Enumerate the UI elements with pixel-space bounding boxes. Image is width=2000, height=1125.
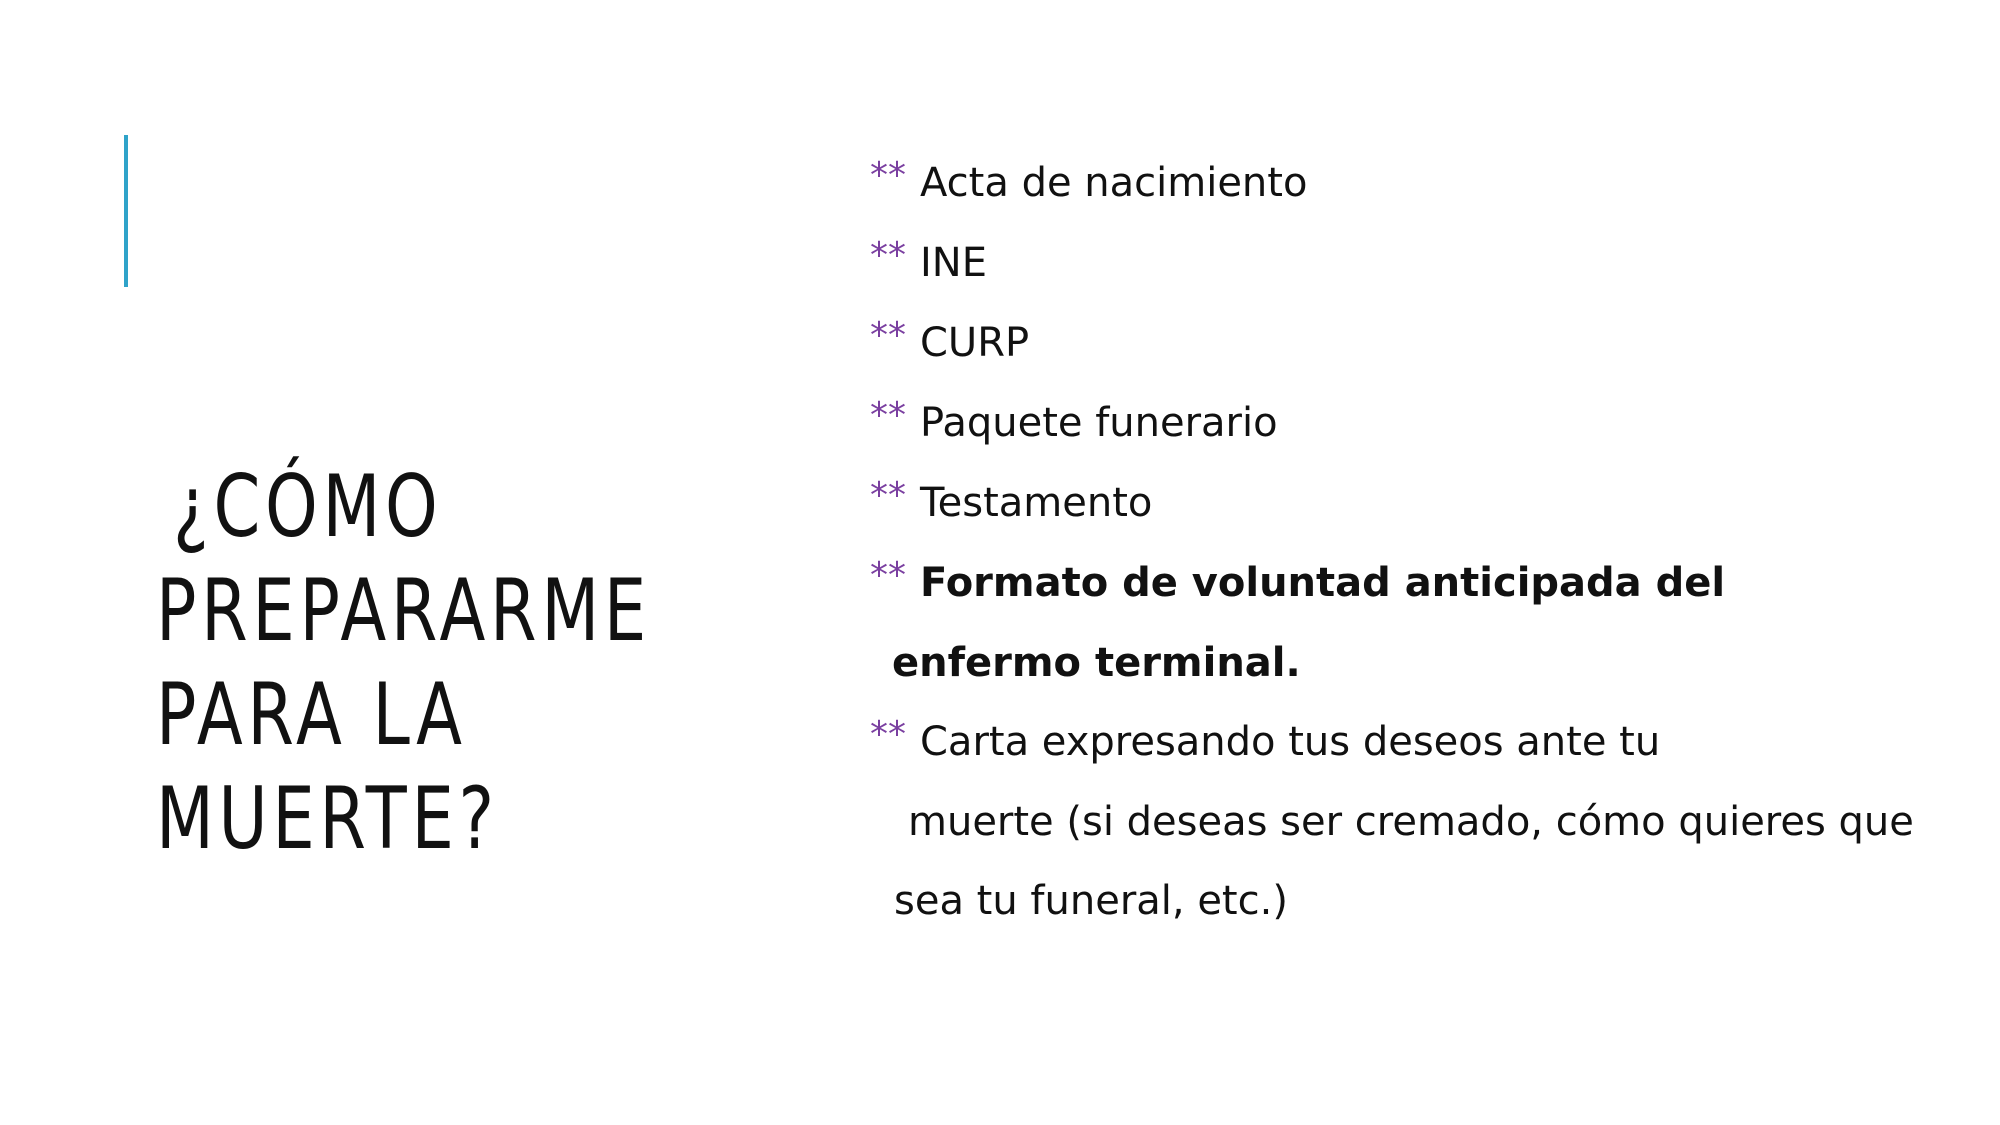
list-item-text: Testamento (920, 480, 1153, 526)
list-item-paquete (870, 390, 1930, 470)
list-item-text: INE (920, 240, 987, 286)
bullet-marker: ** (870, 714, 906, 755)
list-item-text: Paquete funerario (920, 400, 1278, 446)
list-item-testamento (870, 470, 1930, 550)
bullet-marker: ** (870, 315, 906, 356)
list-item-formato-continuation (870, 630, 1930, 709)
list-item-carta-continuation (870, 789, 1930, 868)
bullet-marker: ** (870, 555, 906, 596)
list-item-text: Acta de nacimiento (920, 160, 1308, 206)
title-line-3: PARA LA (156, 665, 467, 765)
list-item-curp (870, 310, 1930, 390)
slide-title (156, 455, 655, 871)
list-item-text: CURP (920, 320, 1030, 366)
title-line-4: MUERTE? (156, 769, 499, 869)
title-line-1: ¿CÓMO (173, 457, 443, 557)
list-item-continuation: sea tu funeral, etc.) (894, 878, 1288, 924)
list-item-carta (870, 709, 1930, 789)
title-line-2: PREPARARME (156, 561, 651, 661)
list-item-continuation: muerte (si deseas ser cremado, cómo quieres que (908, 799, 1914, 845)
list-item-text: Formato de voluntad anticipada del (920, 560, 1726, 606)
accent-bar (124, 135, 128, 287)
list-item-formato (870, 550, 1930, 630)
bullet-marker: ** (870, 155, 906, 196)
list-item-acta (870, 150, 1930, 230)
bullet-marker: ** (870, 475, 906, 516)
list-item-carta-continuation-2 (870, 868, 1930, 947)
list-item-text: Carta expresando tus deseos ante tu (920, 719, 1661, 765)
list-item-continuation: enfermo terminal. (892, 640, 1301, 686)
bullet-list (870, 150, 1930, 947)
list-item-ine (870, 230, 1930, 310)
bullet-marker: ** (870, 235, 906, 276)
bullet-marker: ** (870, 395, 906, 436)
